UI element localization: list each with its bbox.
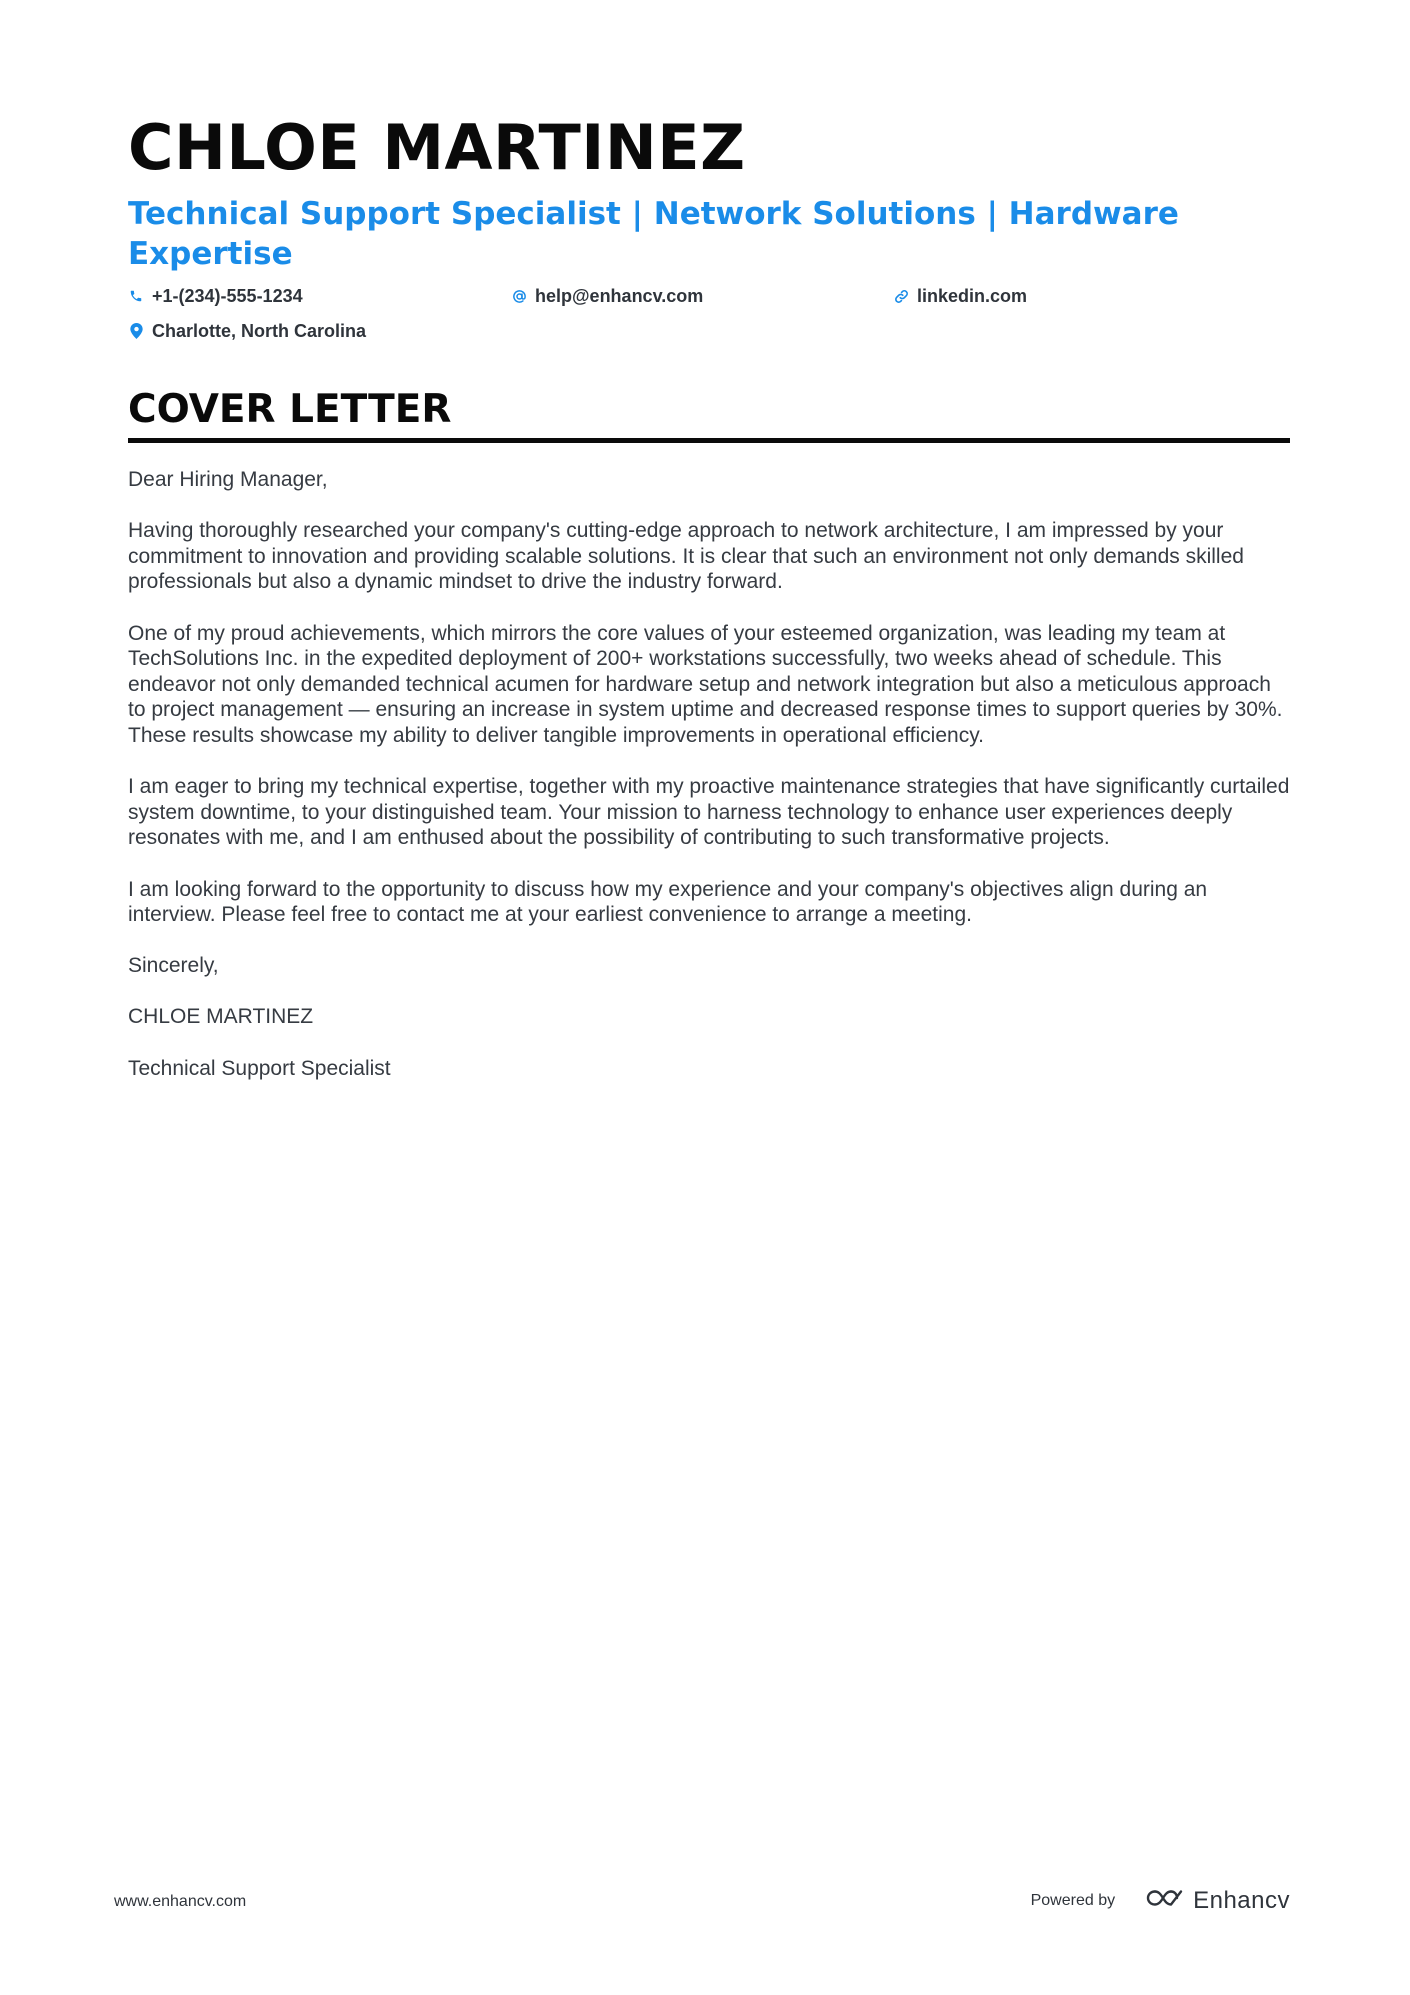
brand-name: Enhancv [1193,1886,1290,1914]
candidate-headline: Technical Support Specialist | Network Solutions | Hardware Expertise [128,196,1179,272]
email-text[interactable]: help@enhancv.com [535,285,704,306]
signature-title: Technical Support Specialist [128,1056,391,1080]
signature-name: CHLOE MARTINEZ [128,1005,314,1029]
contact-phone [128,284,303,308]
powered-by-label: Powered by [1030,1891,1116,1909]
contact-email[interactable] [511,284,703,308]
at-icon [511,288,527,304]
section-title: COVER LETTER [128,387,452,432]
letter-closing: Sincerely, [128,954,219,978]
enhancv-logo-icon [1141,1886,1185,1915]
contact-location [128,319,366,343]
location-pin-icon [128,323,144,339]
contact-link[interactable] [893,284,1027,308]
location-text: Charlotte, North Carolina [152,320,367,341]
letter-body [128,467,1290,1081]
phone-icon [128,288,144,304]
footer-website[interactable]: www.enhancv.com [114,1893,247,1910]
contact-info [128,284,1288,358]
letter-paragraph: I am eager to bring my technical expertise, together with my proactive maintenance strategies that have significantly curtailed system downtime, to your distinguished team. Your mission to harness technology to enhance user experiences deeply resonates with me, and I am enthused about the possibility of contributing to such transformative projects. [128,775,1290,850]
footer-branding [1031,1886,1290,1915]
letter-paragraph: I am looking forward to the opportunity to discuss how my experience and your company's objectives align during an interview. Please feel free to contact me at your earliest convenience to arrange a meeting. [128,877,1208,927]
letter-paragraph: Having thoroughly researched your company's cutting-edge approach to network architecture, I am impressed by your commitment to innovation and providing scalable solutions. It is clear that such an environment not only demands skilled professionals but also a dynamic mindset to drive the industry forward. [128,519,1244,594]
phone-text: +1-(234)-555-1234 [152,285,303,306]
candidate-name: CHLOE MARTINEZ [128,111,746,184]
letter-paragraph: One of my proud achievements, which mirrors the core values of your esteemed organization, was leading my team at TechSolutions Inc. in the expedited deployment of 200+ workstations successfully, two weeks ahead of schedule. This endeavor not only demanded technical acumen for hardware setup and network integration but also a meticulous approach to project management — ensuring an increase in system uptime and decreased response times to support queries by 30%. These results showcase my ability to deliver tangible improvements in operational efficiency. [128,621,1283,747]
section-divider [128,438,1290,443]
cover-letter-section [128,386,1290,1107]
link-icon [893,288,909,304]
brand-logo[interactable] [1141,1886,1290,1915]
header [128,112,1288,358]
link-text[interactable]: linkedin.com [917,285,1028,306]
letter-greeting: Dear Hiring Manager, [128,468,328,491]
